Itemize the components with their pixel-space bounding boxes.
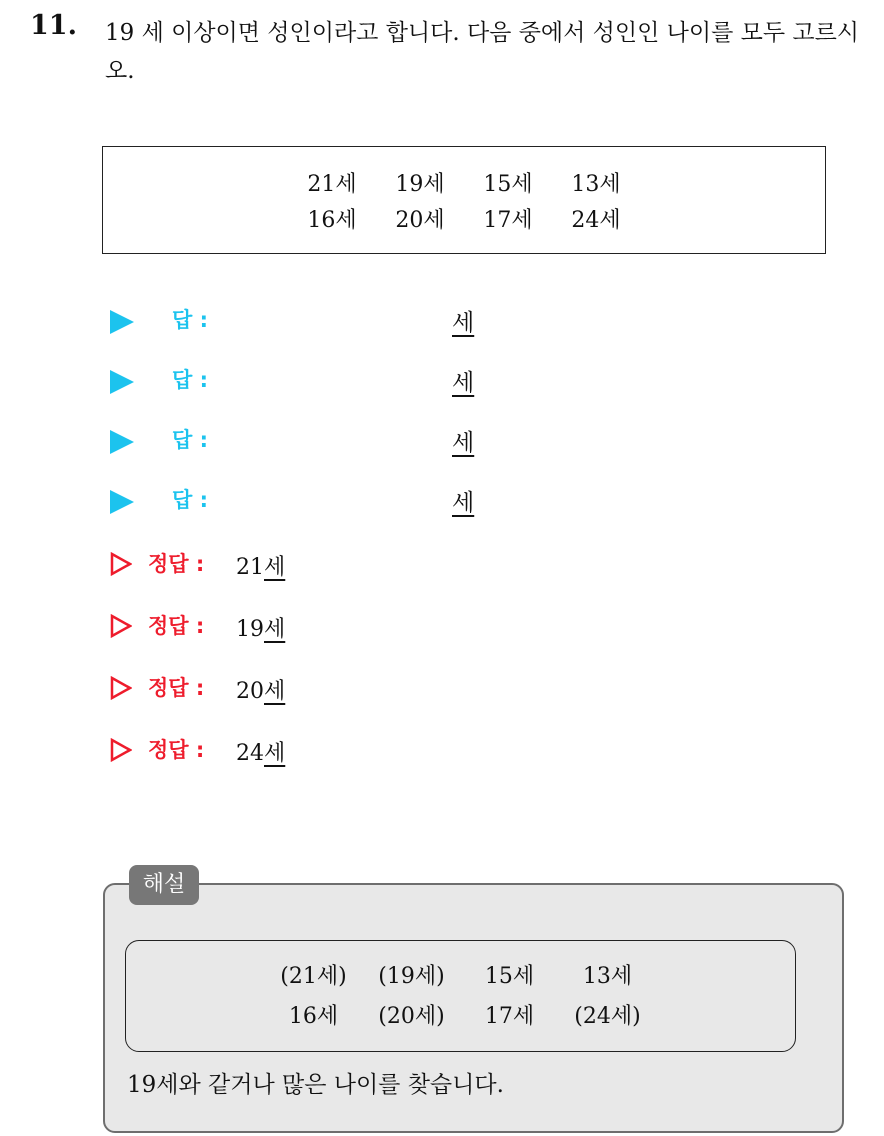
play-arrow-icon <box>110 430 134 454</box>
question-number: 11. <box>30 10 77 41</box>
correct-label: 정답 : <box>148 738 205 762</box>
answer-label: 답 : <box>172 488 208 512</box>
explanation-text: 19세와 같거나 많은 나이를 찾습니다. <box>127 1072 504 1098</box>
correct-value <box>236 736 285 767</box>
explanation-age: (21세) <box>280 964 347 989</box>
correct-number: 24 <box>236 741 264 766</box>
explanation-ages-box <box>125 940 796 1052</box>
given-age: 24세 <box>571 208 621 233</box>
correct-number: 20 <box>236 679 264 704</box>
explanation-age: 16세 <box>288 1004 339 1029</box>
correct-label: 정답 : <box>148 614 205 638</box>
correct-number: 21 <box>236 555 264 580</box>
answer-label: 답 : <box>172 308 208 332</box>
given-age: 17세 <box>483 208 533 233</box>
given-age: 19세 <box>395 172 445 197</box>
answer-label: 답 : <box>172 428 208 452</box>
outline-arrow-icon <box>110 614 132 638</box>
answer-label: 답 : <box>172 368 208 392</box>
explanation-age: (20세) <box>378 1004 445 1029</box>
given-age: 16세 <box>307 208 357 233</box>
outline-arrow-icon <box>110 738 132 762</box>
explanation-age: (24세) <box>574 1004 641 1029</box>
correct-unit: 세 <box>264 741 286 766</box>
correct-unit: 세 <box>264 617 286 642</box>
explanation-row-2 <box>126 999 795 1030</box>
correct-label: 정답 : <box>148 552 205 576</box>
outline-arrow-icon <box>110 552 132 576</box>
correct-value <box>236 612 285 643</box>
correct-value <box>236 674 285 705</box>
question-text: 19 세 이상이면 성인이라고 합니다. 다음 중에서 성인인 나이를 모두 고르시오. <box>105 20 860 84</box>
answer-unit: 세 <box>452 310 475 336</box>
correct-value <box>236 550 285 581</box>
explanation-age: (19세) <box>378 964 445 989</box>
answer-unit: 세 <box>452 490 475 516</box>
given-age: 20세 <box>395 208 445 233</box>
correct-unit: 세 <box>264 555 286 580</box>
explanation-row-1 <box>126 959 795 990</box>
explanation-age: 13세 <box>582 964 633 989</box>
given-age: 15세 <box>483 172 533 197</box>
given-row-1 <box>103 167 825 198</box>
explanation-tab: 해설 <box>129 865 199 905</box>
given-age: 13세 <box>571 172 621 197</box>
correct-label: 정답 : <box>148 676 205 700</box>
explanation-age: 17세 <box>484 1004 535 1029</box>
correct-number: 19 <box>236 617 264 642</box>
answer-unit: 세 <box>452 430 475 456</box>
given-row-2 <box>103 203 825 234</box>
correct-unit: 세 <box>264 679 286 704</box>
play-arrow-icon <box>110 490 134 514</box>
outline-arrow-icon <box>110 676 132 700</box>
explanation-panel <box>103 883 844 1133</box>
given-age: 21세 <box>307 172 357 197</box>
play-arrow-icon <box>110 310 134 334</box>
answer-unit: 세 <box>452 370 475 396</box>
given-ages-box <box>102 146 826 254</box>
explanation-age: 15세 <box>484 964 535 989</box>
play-arrow-icon <box>110 370 134 394</box>
